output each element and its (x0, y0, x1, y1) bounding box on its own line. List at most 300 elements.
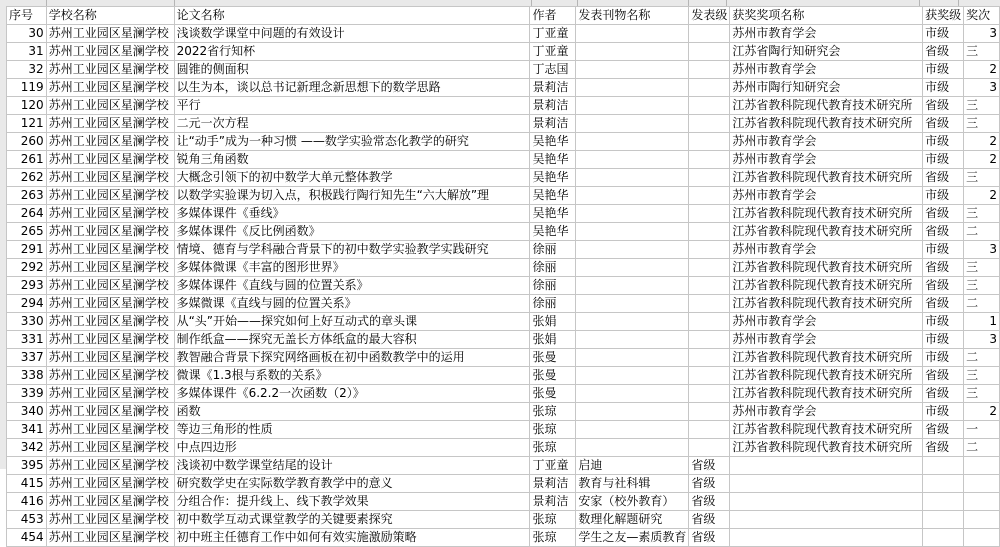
cell[interactable]: 苏州市教育学会 (730, 133, 923, 151)
cell[interactable] (689, 313, 730, 331)
cell[interactable] (576, 421, 689, 439)
cell[interactable]: 2 (964, 61, 1000, 79)
cell[interactable] (964, 529, 1000, 547)
cell[interactable]: 1 (964, 313, 1000, 331)
cell[interactable]: 分组合作：提升线上、线下教学效果 (174, 493, 530, 511)
table-row (7, 43, 1000, 61)
column-header-cell[interactable]: 发表级 (689, 7, 730, 25)
cell[interactable]: 苏州工业园区星澜学校 (46, 223, 174, 241)
cell[interactable]: 苏州工业园区星澜学校 (46, 133, 174, 151)
cell[interactable] (730, 475, 923, 493)
cell[interactable] (689, 25, 730, 43)
cell[interactable]: 教智融合背景下探究网络画板在初中函数教学中的运用 (174, 349, 530, 367)
cell[interactable] (689, 439, 730, 457)
column-header-cell[interactable]: 获奖奖项名称 (730, 7, 923, 25)
cell[interactable]: 三 (964, 115, 1000, 133)
cell[interactable]: 省级 (923, 367, 964, 385)
cell[interactable]: 江苏省教科院现代教育技术研究所 (730, 115, 923, 133)
cell[interactable]: 景莉洁 (530, 97, 576, 115)
cell[interactable]: 337 (7, 349, 47, 367)
cell[interactable]: 江苏省教科院现代教育技术研究所 (730, 205, 923, 223)
cell[interactable]: 启迪 (576, 457, 689, 475)
table-row (7, 367, 1000, 385)
cell[interactable]: 二元一次方程 (174, 115, 530, 133)
cell[interactable] (576, 169, 689, 187)
cell[interactable] (689, 277, 730, 295)
table-row (7, 403, 1000, 421)
column-header-cell[interactable]: 获奖级 (923, 7, 964, 25)
cell[interactable]: 30 (7, 25, 47, 43)
cell[interactable]: 市级 (923, 61, 964, 79)
cell[interactable] (689, 79, 730, 97)
cell[interactable]: 省级 (923, 97, 964, 115)
cell[interactable]: 苏州工业园区星澜学校 (46, 43, 174, 61)
cell[interactable]: 景莉洁 (530, 475, 576, 493)
cell[interactable] (576, 331, 689, 349)
cell[interactable]: 2 (964, 187, 1000, 205)
cell[interactable]: 三 (964, 277, 1000, 295)
cell[interactable] (576, 349, 689, 367)
cell[interactable]: 330 (7, 313, 47, 331)
cell[interactable]: 苏州工业园区星澜学校 (46, 313, 174, 331)
cell[interactable]: 多媒体课件《反比例函数》 (174, 223, 530, 241)
header-row (7, 7, 1000, 25)
cell[interactable]: 苏州工业园区星澜学校 (46, 475, 174, 493)
cell[interactable]: 安家（校外教育） (576, 493, 689, 511)
cell[interactable] (689, 187, 730, 205)
cell[interactable]: 丁亚童 (530, 457, 576, 475)
cell[interactable]: 苏州工业园区星澜学校 (46, 187, 174, 205)
cell[interactable]: 浅谈数学课堂中问题的有效设计 (174, 25, 530, 43)
cell[interactable]: 苏州市教育学会 (730, 241, 923, 259)
table-row (7, 277, 1000, 295)
cell[interactable]: 苏州市教育学会 (730, 25, 923, 43)
column-header-cell[interactable]: 作者 (530, 7, 576, 25)
cell[interactable]: 张琼 (530, 421, 576, 439)
table-row (7, 439, 1000, 457)
cell[interactable]: 苏州市陶行知研究会 (730, 79, 923, 97)
cell[interactable] (576, 313, 689, 331)
cell[interactable]: 二 (964, 439, 1000, 457)
cell[interactable]: 2 (964, 151, 1000, 169)
table-row (7, 169, 1000, 187)
column-header-cell[interactable]: 发表刊物名称 (576, 7, 689, 25)
cell[interactable]: 徐丽 (530, 259, 576, 277)
cell[interactable]: 函数 (174, 403, 530, 421)
cell[interactable]: 张娟 (530, 331, 576, 349)
cell[interactable] (576, 223, 689, 241)
cell[interactable]: 三 (964, 169, 1000, 187)
cell[interactable] (576, 79, 689, 97)
cell[interactable] (923, 475, 964, 493)
cell[interactable]: 省级 (923, 115, 964, 133)
cell[interactable]: 省级 (923, 421, 964, 439)
cell[interactable]: 吴艳华 (530, 169, 576, 187)
cell[interactable] (689, 349, 730, 367)
cell[interactable]: 以生为本，谈以总书记新理念新思想下的数学思路 (174, 79, 530, 97)
cell[interactable]: 339 (7, 385, 47, 403)
cell[interactable]: 31 (7, 43, 47, 61)
cell[interactable]: 省级 (923, 385, 964, 403)
cell[interactable]: 景莉洁 (530, 79, 576, 97)
cell[interactable]: 多媒微课《直线与圆的位置关系》 (174, 295, 530, 313)
cell[interactable] (576, 61, 689, 79)
table-row (7, 223, 1000, 241)
table-row (7, 493, 1000, 511)
cell[interactable]: 三 (964, 97, 1000, 115)
cell[interactable]: 浅谈初中数学课堂结尾的设计 (174, 457, 530, 475)
cell[interactable]: 多媒体课件《垂线》 (174, 205, 530, 223)
column-header-cell[interactable]: 学校名称 (46, 7, 174, 25)
cell[interactable]: 江苏省教科院现代教育技术研究所 (730, 439, 923, 457)
cell[interactable]: 市级 (923, 331, 964, 349)
cell[interactable]: 341 (7, 421, 47, 439)
table-row (7, 115, 1000, 133)
cell[interactable] (689, 133, 730, 151)
cell[interactable] (689, 421, 730, 439)
cell[interactable]: 454 (7, 529, 47, 547)
cell[interactable]: 2 (964, 403, 1000, 421)
cell[interactable]: 342 (7, 439, 47, 457)
cell[interactable]: 263 (7, 187, 47, 205)
cell[interactable]: 市级 (923, 241, 964, 259)
cell[interactable]: 省级 (923, 259, 964, 277)
cell[interactable]: 苏州工业园区星澜学校 (46, 97, 174, 115)
table-row (7, 295, 1000, 313)
table-row (7, 331, 1000, 349)
cell[interactable]: 苏州工业园区星澜学校 (46, 277, 174, 295)
cell[interactable] (964, 511, 1000, 529)
table-row (7, 421, 1000, 439)
cell[interactable] (576, 205, 689, 223)
cell[interactable] (576, 367, 689, 385)
cell[interactable]: 395 (7, 457, 47, 475)
cell[interactable]: 苏州工业园区星澜学校 (46, 511, 174, 529)
table-row (7, 475, 1000, 493)
cell[interactable]: 3 (964, 241, 1000, 259)
cell[interactable]: 453 (7, 511, 47, 529)
cell[interactable]: 苏州工业园区星澜学校 (46, 403, 174, 421)
cell[interactable]: 苏州市教育学会 (730, 403, 923, 421)
cell[interactable]: 416 (7, 493, 47, 511)
cell[interactable]: 三 (964, 259, 1000, 277)
cell[interactable] (576, 259, 689, 277)
column-header-cell[interactable]: 序号 (7, 7, 47, 25)
cell[interactable] (576, 403, 689, 421)
cell[interactable] (576, 97, 689, 115)
cell[interactable]: 江苏省教科院现代教育技术研究所 (730, 97, 923, 115)
cell[interactable]: 338 (7, 367, 47, 385)
cell[interactable]: 苏州工业园区星澜学校 (46, 493, 174, 511)
cell[interactable]: 苏州工业园区星澜学校 (46, 439, 174, 457)
table-row (7, 529, 1000, 547)
cell[interactable] (576, 295, 689, 313)
cell[interactable] (689, 43, 730, 61)
cell[interactable] (689, 367, 730, 385)
cell[interactable]: 大概念引领下的初中数学大单元整体教学 (174, 169, 530, 187)
cell[interactable]: 丁亚童 (530, 25, 576, 43)
cell[interactable]: 市级 (923, 133, 964, 151)
cell[interactable]: 教育与社科辑 (576, 475, 689, 493)
cell[interactable]: 江苏省教科院现代教育技术研究所 (730, 367, 923, 385)
cell[interactable]: 苏州工业园区星澜学校 (46, 79, 174, 97)
cell[interactable]: 苏州工业园区星澜学校 (46, 385, 174, 403)
cell[interactable]: 3 (964, 331, 1000, 349)
cell[interactable]: 情境、德育与学科融合背景下的初中数学实验教学实践研究 (174, 241, 530, 259)
cell[interactable]: 苏州工业园区星澜学校 (46, 205, 174, 223)
cell[interactable] (689, 97, 730, 115)
cell[interactable] (689, 259, 730, 277)
cell[interactable]: 3 (964, 25, 1000, 43)
cell[interactable]: 学生之友—素质教育 (576, 529, 689, 547)
cell[interactable] (689, 241, 730, 259)
cell[interactable] (689, 223, 730, 241)
cell[interactable]: 苏州工业园区星澜学校 (46, 349, 174, 367)
cell[interactable]: 340 (7, 403, 47, 421)
cell[interactable]: 省级 (689, 475, 730, 493)
cell[interactable] (689, 403, 730, 421)
cell[interactable]: 2022省行知杯 (174, 43, 530, 61)
cell[interactable]: 苏州工业园区星澜学校 (46, 529, 174, 547)
table-row (7, 133, 1000, 151)
table-row (7, 151, 1000, 169)
cell[interactable]: 市级 (923, 187, 964, 205)
cell[interactable]: 市级 (923, 151, 964, 169)
cell[interactable]: 张琼 (530, 439, 576, 457)
cell[interactable]: 让“动手”成为一种习惯 ——数学实验常态化教学的研究 (174, 133, 530, 151)
cell[interactable]: 121 (7, 115, 47, 133)
cell[interactable] (689, 295, 730, 313)
cell[interactable]: 260 (7, 133, 47, 151)
cell[interactable]: 省级 (923, 295, 964, 313)
cell[interactable] (964, 457, 1000, 475)
cell[interactable]: 研究数学史在实际数学教育教学中的意义 (174, 475, 530, 493)
cell[interactable]: 中点四边形 (174, 439, 530, 457)
cell[interactable]: 苏州市教育学会 (730, 331, 923, 349)
cell[interactable]: 市级 (923, 349, 964, 367)
cell[interactable]: 省级 (689, 511, 730, 529)
cell[interactable]: 以数学实验课为切入点，积极践行陶行知先生“六大解放”理 (174, 187, 530, 205)
cell[interactable] (730, 511, 923, 529)
cell[interactable]: 苏州工业园区星澜学校 (46, 241, 174, 259)
cell[interactable]: 吴艳华 (530, 133, 576, 151)
cell[interactable]: 张曼 (530, 385, 576, 403)
cell[interactable]: 平行 (174, 97, 530, 115)
cell[interactable]: 张琼 (530, 403, 576, 421)
cell[interactable]: 苏州市教育学会 (730, 151, 923, 169)
cell[interactable]: 张琼 (530, 511, 576, 529)
cell[interactable] (576, 133, 689, 151)
cell[interactable]: 从“头”开始——探究如何上好互动式的章头课 (174, 313, 530, 331)
cell[interactable] (730, 529, 923, 547)
cell[interactable]: 苏州市教育学会 (730, 313, 923, 331)
cell[interactable]: 江苏省教科院现代教育技术研究所 (730, 421, 923, 439)
cell[interactable]: 江苏省教科院现代教育技术研究所 (730, 223, 923, 241)
cell[interactable]: 省级 (689, 493, 730, 511)
column-header-cell[interactable]: 奖次 (964, 7, 1000, 25)
cell[interactable]: 徐丽 (530, 241, 576, 259)
cell[interactable]: 制作纸盒——探究无盖长方体纸盒的最大容积 (174, 331, 530, 349)
cell[interactable]: 294 (7, 295, 47, 313)
cell[interactable]: 江苏省教科院现代教育技术研究所 (730, 295, 923, 313)
cell[interactable]: 数理化解题研究 (576, 511, 689, 529)
cell[interactable]: 张曼 (530, 367, 576, 385)
cell[interactable]: 二 (964, 223, 1000, 241)
table-row (7, 511, 1000, 529)
cell[interactable]: 120 (7, 97, 47, 115)
cell[interactable] (689, 151, 730, 169)
cell[interactable]: 丁亚童 (530, 43, 576, 61)
cell[interactable]: 省级 (689, 457, 730, 475)
cell[interactable]: 省级 (923, 223, 964, 241)
cell[interactable]: 265 (7, 223, 47, 241)
cell[interactable] (576, 43, 689, 61)
cell[interactable] (923, 457, 964, 475)
cell[interactable]: 多媒体微课《丰富的图形世界》 (174, 259, 530, 277)
cell[interactable]: 张琼 (530, 529, 576, 547)
cell[interactable]: 省级 (923, 169, 964, 187)
cell[interactable]: 省级 (923, 205, 964, 223)
cell[interactable]: 苏州工业园区星澜学校 (46, 25, 174, 43)
cell[interactable] (689, 385, 730, 403)
cell[interactable] (689, 331, 730, 349)
cell[interactable]: 苏州工业园区星澜学校 (46, 169, 174, 187)
cell[interactable]: 苏州工业园区星澜学校 (46, 115, 174, 133)
cell[interactable]: 苏州工业园区星澜学校 (46, 421, 174, 439)
cell[interactable] (689, 205, 730, 223)
cell[interactable]: 等边三角形的性质 (174, 421, 530, 439)
cell[interactable]: 苏州工业园区星澜学校 (46, 367, 174, 385)
cell[interactable]: 江苏省陶行知研究会 (730, 43, 923, 61)
cell[interactable]: 三 (964, 205, 1000, 223)
cell[interactable] (576, 439, 689, 457)
cell[interactable] (576, 151, 689, 169)
table-row (7, 79, 1000, 97)
cell[interactable]: 2 (964, 133, 1000, 151)
table-row (7, 259, 1000, 277)
cell[interactable]: 262 (7, 169, 47, 187)
cell[interactable] (576, 25, 689, 43)
cell[interactable] (576, 385, 689, 403)
cell[interactable]: 三 (964, 385, 1000, 403)
cell[interactable]: 吴艳华 (530, 187, 576, 205)
cell[interactable]: 苏州工业园区星澜学校 (46, 295, 174, 313)
cell[interactable]: 省级 (923, 43, 964, 61)
cell[interactable]: 3 (964, 79, 1000, 97)
table-row (7, 187, 1000, 205)
cell[interactable]: 261 (7, 151, 47, 169)
table-row (7, 385, 1000, 403)
cell[interactable]: 张娟 (530, 313, 576, 331)
cell[interactable]: 苏州市教育学会 (730, 187, 923, 205)
cell[interactable]: 江苏省教科院现代教育技术研究所 (730, 277, 923, 295)
cell[interactable]: 省级 (923, 439, 964, 457)
cell[interactable]: 丁志国 (530, 61, 576, 79)
cell[interactable]: 三 (964, 43, 1000, 61)
table-row (7, 313, 1000, 331)
column-header-cell[interactable]: 论文名称 (174, 7, 530, 25)
cell[interactable]: 市级 (923, 403, 964, 421)
cell[interactable]: 吴艳华 (530, 205, 576, 223)
cell[interactable] (923, 511, 964, 529)
table-row (7, 241, 1000, 259)
cell[interactable]: 415 (7, 475, 47, 493)
cell[interactable]: 二 (964, 295, 1000, 313)
cell[interactable]: 苏州工业园区星澜学校 (46, 331, 174, 349)
cell[interactable] (923, 529, 964, 547)
cell[interactable]: 32 (7, 61, 47, 79)
cell[interactable]: 苏州工业园区星澜学校 (46, 151, 174, 169)
table-row (7, 25, 1000, 43)
cell[interactable]: 292 (7, 259, 47, 277)
cell[interactable]: 264 (7, 205, 47, 223)
table-row (7, 61, 1000, 79)
cell[interactable] (576, 241, 689, 259)
cell[interactable]: 293 (7, 277, 47, 295)
cell[interactable]: 锐角三角函数 (174, 151, 530, 169)
cell[interactable] (576, 277, 689, 295)
cell[interactable]: 景莉洁 (530, 115, 576, 133)
cell[interactable] (964, 493, 1000, 511)
cell[interactable]: 徐丽 (530, 295, 576, 313)
cell[interactable]: 吴艳华 (530, 223, 576, 241)
cell[interactable]: 二 (964, 349, 1000, 367)
cell[interactable] (689, 115, 730, 133)
cell[interactable]: 徐丽 (530, 277, 576, 295)
cell[interactable] (689, 61, 730, 79)
cell[interactable] (576, 187, 689, 205)
cell[interactable]: 一 (964, 421, 1000, 439)
cell[interactable]: 苏州工业园区星澜学校 (46, 61, 174, 79)
cell[interactable]: 291 (7, 241, 47, 259)
cell[interactable]: 景莉洁 (530, 493, 576, 511)
cell[interactable]: 江苏省教科院现代教育技术研究所 (730, 169, 923, 187)
cell[interactable] (576, 115, 689, 133)
data-grid (6, 6, 1000, 547)
cell[interactable]: 多媒体课件《6.2.2一次函数（2）》 (174, 385, 530, 403)
table-row (7, 349, 1000, 367)
cell[interactable]: 江苏省教科院现代教育技术研究所 (730, 259, 923, 277)
cell[interactable]: 圆锥的侧面积 (174, 61, 530, 79)
cell[interactable]: 江苏省教科院现代教育技术研究所 (730, 385, 923, 403)
cell[interactable]: 市级 (923, 25, 964, 43)
cell[interactable] (689, 169, 730, 187)
cell[interactable]: 苏州市教育学会 (730, 61, 923, 79)
cell[interactable]: 初中数学互动式课堂教学的关键要素探究 (174, 511, 530, 529)
cell[interactable]: 省级 (923, 277, 964, 295)
cell[interactable]: 苏州工业园区星澜学校 (46, 259, 174, 277)
cell[interactable] (923, 493, 964, 511)
cell[interactable] (730, 493, 923, 511)
cell[interactable]: 119 (7, 79, 47, 97)
table-row (7, 97, 1000, 115)
cell[interactable]: 市级 (923, 313, 964, 331)
cell[interactable]: 市级 (923, 79, 964, 97)
cell[interactable]: 江苏省教科院现代教育技术研究所 (730, 349, 923, 367)
cell[interactable]: 张曼 (530, 349, 576, 367)
cell[interactable]: 苏州工业园区星澜学校 (46, 457, 174, 475)
cell[interactable]: 省级 (689, 529, 730, 547)
cell[interactable] (730, 457, 923, 475)
cell[interactable]: 吴艳华 (530, 151, 576, 169)
cell[interactable]: 微课《1.3根与系数的关系》 (174, 367, 530, 385)
cell[interactable]: 331 (7, 331, 47, 349)
cell[interactable]: 多媒体课件《直线与圆的位置关系》 (174, 277, 530, 295)
cell[interactable]: 三 (964, 367, 1000, 385)
cell[interactable] (964, 475, 1000, 493)
table-row (7, 457, 1000, 475)
cell[interactable]: 初中班主任德育工作中如何有效实施激励策略 (174, 529, 530, 547)
